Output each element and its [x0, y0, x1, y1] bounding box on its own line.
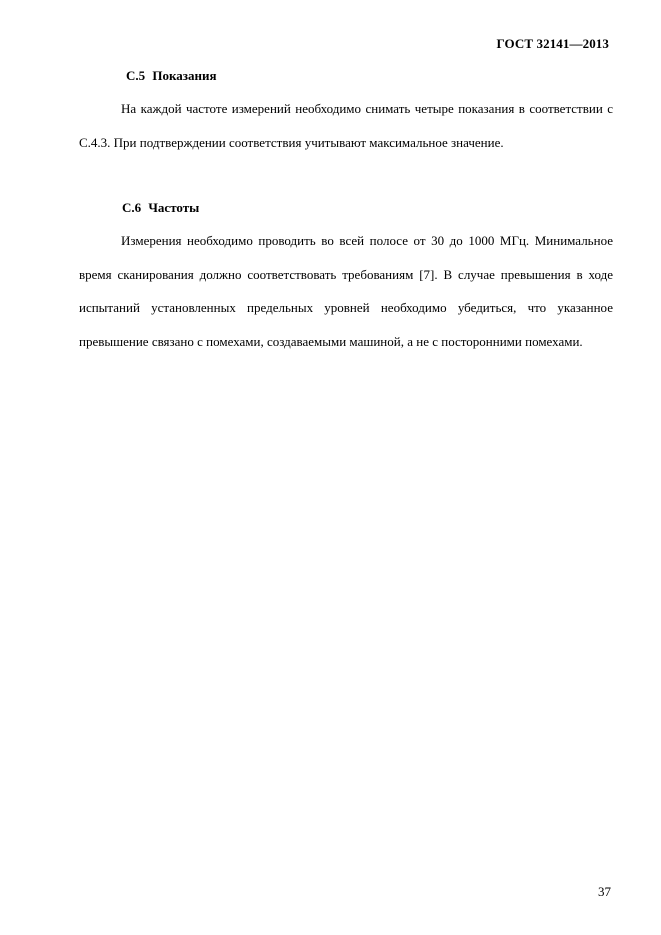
section-heading-c5: С.5 Показания: [126, 68, 217, 83]
document-header: ГОСТ 32141—2013: [496, 36, 609, 51]
page-number: 37: [598, 884, 611, 899]
section-paragraph-c6: Измерения необходимо проводить во всей полосе от 30 до 1000 МГц. Минимальное время сканирования должно соответствовать требованиям [7]. В случае превышения в ходе испытаний установленных предельных уровней необходимо убедиться, что указанное превышение связано с помехами, создаваемыми машиной, а не с посторонними помехами.: [79, 233, 613, 349]
section-paragraph-c5: На каждой частоте измерений необходимо снимать четыре показания в соответствии с С.4.3. При подтверждении соответствия учитывают максимальное значение.: [79, 101, 613, 150]
section-heading-c6: С.6 Частоты: [122, 200, 200, 215]
